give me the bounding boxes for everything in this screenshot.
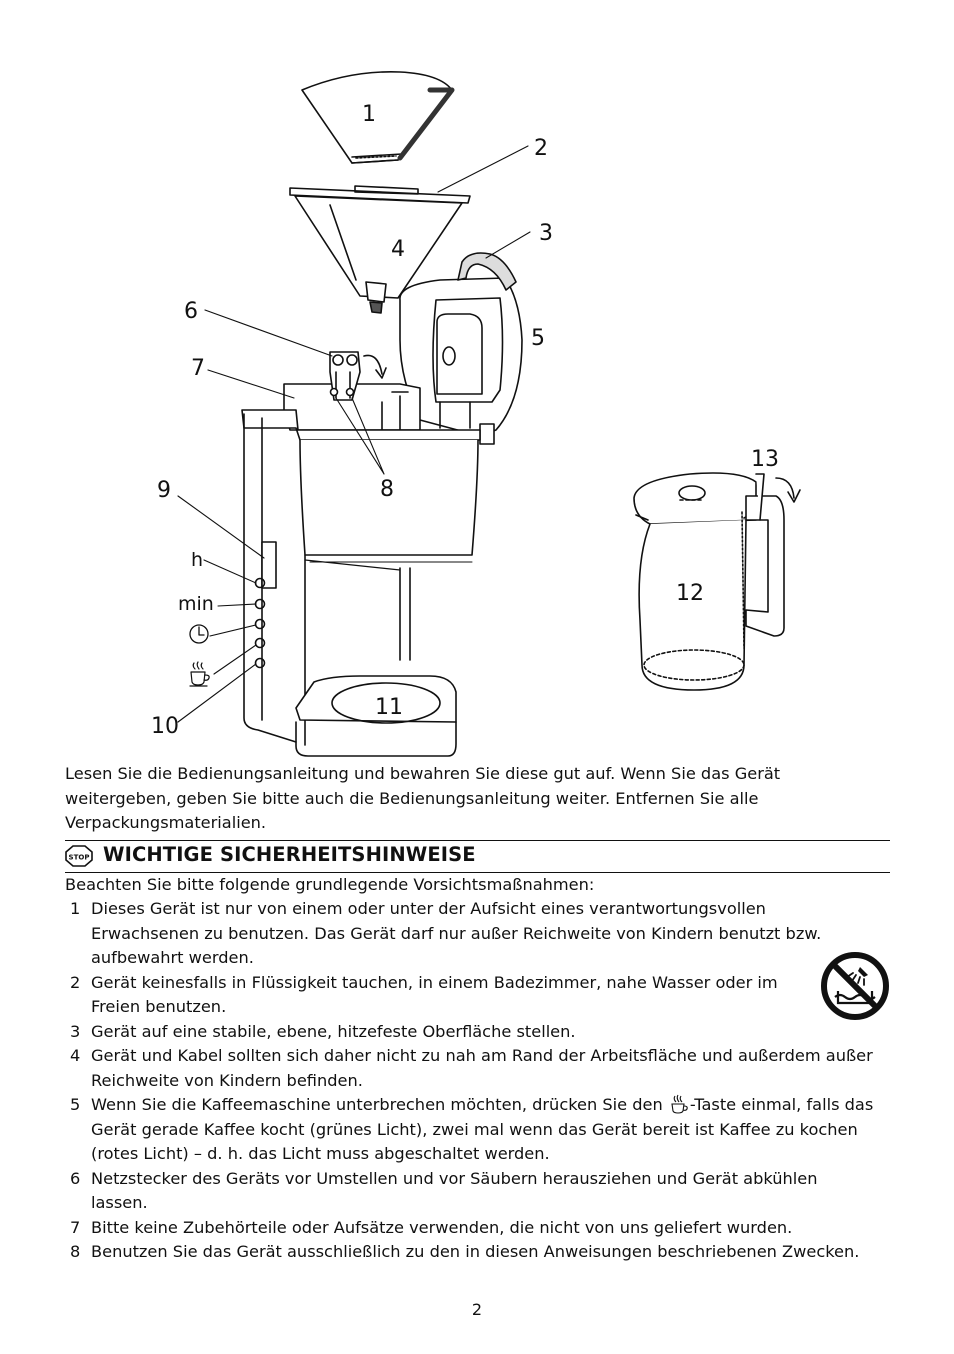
steam-cup-icon (668, 1094, 690, 1114)
glass-carafe-illustration (634, 473, 800, 690)
list-item-text: Gerät und Kabel sollten sich daher nicht zu nah am Rand der Arbeitsfläche und außerdem außer Reichweite von Kindern befinden. (91, 1046, 873, 1090)
callout-9: 9 (157, 478, 171, 503)
list-item-text: Netzstecker des Geräts vor Umstellen und vor Säubern herausziehen und Gerät abkühlen lassen. (91, 1168, 818, 1212)
list-item-number: 3 (70, 1021, 81, 1041)
list-item-number: 7 (70, 1217, 81, 1237)
safety-heading-bar (65, 840, 890, 873)
minute-label: min (178, 593, 214, 615)
list-item (65, 1240, 875, 1265)
stop-icon-label: STOP (68, 853, 90, 862)
paper-filter-illustration (302, 72, 452, 163)
callout-6: 6 (184, 299, 198, 324)
list-item-text (91, 1095, 873, 1163)
list-item (65, 971, 875, 1020)
list-item-number: 8 (70, 1242, 81, 1261)
list-item-number: 5 (70, 1095, 81, 1114)
list-item (65, 1020, 875, 1045)
callout-8: 8 (380, 477, 394, 502)
callout-2: 2 (534, 136, 548, 161)
clock-icon (190, 625, 208, 643)
steam-cup-icon (190, 662, 209, 686)
water-tank-illustration (284, 352, 420, 432)
list-item (65, 1044, 875, 1093)
list-item-number: 6 (70, 1168, 81, 1188)
callout-4: 4 (391, 237, 405, 262)
hour-label: h (191, 549, 204, 571)
callout-1: 1 (362, 102, 376, 127)
list-item-text-part: Wenn Sie die Kaffeemaschine unterbrechen möchten, drücken Sie den (91, 1095, 668, 1114)
callout-13: 13 (751, 447, 779, 472)
callout-7: 7 (191, 356, 205, 381)
list-item-text: Bitte keine Zubehörteile oder Aufsätze verwenden, die nicht von uns geliefert wurden. (91, 1217, 793, 1237)
list-item-text: Gerät auf eine stabile, ebene, hitzefeste Oberfläche stellen. (91, 1021, 576, 1041)
callout-10: 10 (151, 714, 179, 739)
safety-lead: Beachten Sie bitte folgende grundlegende Vorsichtsmaßnahmen: (65, 875, 595, 894)
callout-3: 3 (539, 221, 553, 246)
list-item-text: Benutzen Sie das Gerät ausschließlich zu den in diesen Anweisungen beschriebenen Zwecken. (91, 1242, 860, 1261)
coffee-maker-body-illustration (242, 410, 480, 756)
list-item-number: 4 (70, 1046, 81, 1065)
list-item-text: Dieses Gerät ist nur von einem oder unter der Aufsicht eines verantwortungsvollen Erwachsenen zu benutzen. Das Gerät darf nur außer Reichweite von Kindern benutzt bzw. aufbewahrt werden. (91, 899, 822, 967)
list-item (65, 1216, 875, 1241)
page-number: 2 (471, 1300, 483, 1319)
list-item (65, 1093, 875, 1167)
safety-list (65, 897, 875, 1265)
list-item-text-part: -Taste einmal, falls das Gerät gerade Kaffee kocht (grünes Licht), zwei mal wenn das Gerät bereit ist Kaffee zu kochen (rotes Licht) – d. h. das Licht muss abgeschaltet werden. (91, 1095, 874, 1163)
callout-5: 5 (531, 326, 545, 351)
intro-paragraph: Lesen Sie die Bedienungsanleitung und bewahren Sie diese gut auf. Wenn Sie das Gerät weitergeben, geben Sie bitte auch die Bedienungsanleitung weiter. Entfernen Sie alle Verpackungsmaterialien. (65, 764, 781, 832)
list-item-number: 2 (70, 972, 81, 992)
list-item-number: 1 (70, 899, 81, 918)
no-water-warning-icon (820, 951, 890, 1021)
list-item-text: Gerät keinesfalls in Flüssigkeit tauchen, in einem Badezimmer, nahe Wasser oder im Freien benutzen. (91, 972, 778, 1016)
stop-icon (65, 845, 93, 867)
list-item (65, 897, 875, 971)
callout-12: 12 (676, 581, 704, 606)
callout-11: 11 (375, 695, 403, 720)
safety-heading: WICHTIGE SICHERHEITSHINWEISE (103, 843, 476, 866)
list-item (65, 1167, 875, 1216)
